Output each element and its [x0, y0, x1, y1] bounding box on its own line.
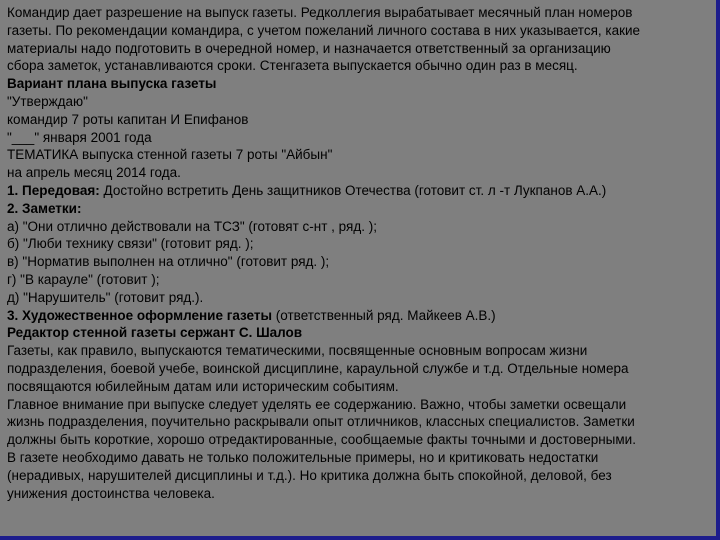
bold-text: Вариант плана выпуска газеты — [7, 76, 217, 92]
text-run: "Утверждаю" — [7, 93, 88, 109]
text-line — [7, 4, 710, 22]
text-line — [7, 164, 710, 182]
text-line — [7, 396, 710, 414]
text-line — [7, 431, 710, 449]
text-run: (нерадивых, нарушителей дисциплины и т.д.). Но критика должна быть спокойной, деловой, без — [7, 467, 612, 483]
text-line — [7, 467, 710, 485]
text-run: подразделения, боевой учебе, воинской дисциплине, караульной службе и т.д. Отдельные номера — [7, 360, 629, 376]
bold-text: 2. Заметки: — [7, 200, 82, 216]
text-run: Достойно встретить День защитников Отечества (готовит ст. л -т Лукпанов А.А.) — [99, 182, 607, 198]
text-run: командир 7 роты капитан И Епифанов — [7, 111, 249, 127]
text-line — [7, 22, 710, 40]
text-run: жизнь подразделения, поучительно раскрывали опыт отличников, классных специалистов. Заметки — [7, 414, 635, 430]
text-line — [7, 57, 710, 75]
text-line — [7, 342, 710, 360]
text-line — [7, 378, 710, 396]
text-line — [7, 449, 710, 467]
text-run: б) "Люби технику связи" (готовит ряд. ); — [7, 236, 254, 252]
text-line — [7, 93, 710, 111]
text-run: ТЕМАТИКА выпуска стенной газеты 7 роты "Айбын" — [7, 147, 333, 163]
text-line — [7, 146, 710, 164]
text-run: Газеты, как правило, выпускаются тематическими, посвященные основным вопросам жизни — [7, 343, 588, 359]
text-line — [7, 307, 710, 325]
text-line — [7, 75, 710, 93]
text-line — [7, 324, 710, 342]
text-run: сбора заметок, устанавливаются сроки. Стенгазета выпускается обычно один раз в месяц. — [7, 58, 578, 74]
text-run: а) "Они отлично действовали на ТСЗ" (готовят с-нт , ряд. ); — [7, 218, 377, 234]
text-line — [7, 360, 710, 378]
text-line — [7, 289, 710, 307]
text-line — [7, 235, 710, 253]
text-run: (ответственный ряд. Майкеев А.В.) — [272, 307, 496, 323]
text-line — [7, 129, 710, 147]
bold-text: 1. Передовая: — [7, 182, 100, 198]
text-run: газеты. По рекомендации командира, с учетом пожеланий личного состава в них указывается, какие — [7, 22, 641, 38]
text-line — [7, 218, 710, 236]
text-run: В газете необходимо давать не только положительные примеры, но и критиковать недостатки — [7, 449, 599, 465]
text-line — [7, 40, 710, 58]
text-run: на апрель месяц 2014 года. — [7, 165, 181, 181]
bold-text: 3. Художественное оформление газеты — [7, 307, 273, 323]
text-line — [7, 111, 710, 129]
text-run: Главное внимание при выпуске следует уделять ее содержанию. Важно, чтобы заметки освещали — [7, 396, 627, 412]
text-run: посвящаются юбилейным датам или историческим событиям. — [7, 378, 399, 394]
text-line — [7, 271, 710, 289]
text-line — [7, 182, 710, 200]
text-run: г) "В карауле" (готовит ); — [7, 271, 160, 287]
text-run: д) "Нарушитель" (готовит ряд.). — [7, 289, 204, 305]
text-run: в) "Норматив выполнен на отлично" (готовит ряд. ); — [7, 254, 330, 270]
text-run: "___" января 2001 года — [7, 129, 152, 145]
text-run: унижения достоинства человека. — [7, 485, 215, 501]
text-run: должны быть короткие, хорошо отредактированные, сообщаемые факты точными и достоверными. — [7, 432, 636, 448]
text-line — [7, 413, 710, 431]
text-line — [7, 485, 710, 503]
text-run: материалы надо подготовить в очередной номер, и назначается ответственный за организацию — [7, 40, 611, 56]
text-line — [7, 253, 710, 271]
text-run: Командир дает разрешение на выпуск газеты. Редколлегия вырабатывает месячный план номеров — [7, 5, 633, 20]
text-line — [7, 200, 710, 218]
bold-text: Редактор стенной газеты сержант С. Шалов — [7, 325, 303, 341]
